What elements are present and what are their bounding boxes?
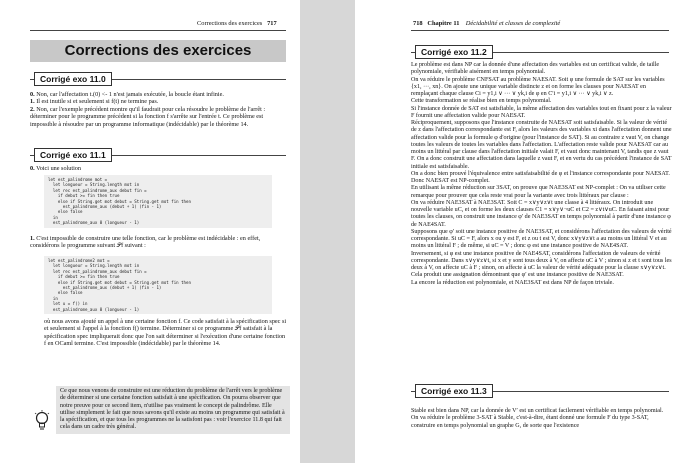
left-header-page: 717	[267, 20, 277, 27]
code-line: let longueur = String.length mot in	[48, 182, 140, 188]
code-line: let u = f() in	[48, 301, 88, 307]
code-line: in	[48, 214, 58, 220]
code-line: else if String.get mot debut = String.get mot fin then	[48, 279, 191, 285]
paragraph: Stable est bien dans NP, car la donnée de V′ est un certificat facilement vérifiable en temps polynomial.	[411, 408, 664, 414]
paragraph: Si l'instance donnée de SAT est satisfiable, la même affectation des variables tout en fixant pour z la valeur F fournit une affectation valide pour NAESAT.	[411, 105, 672, 119]
ex112-body	[411, 62, 673, 287]
code-line: let rec est_palindrome_aux debut fin =	[48, 187, 147, 193]
ex111-item1-text: C'est impossible de construire une telle fonction, car le problème est indécidable : en effet, considérons le programme suivant 𝒫f suivant :	[30, 235, 261, 250]
paragraph: Cette transformation se réalise bien en temps polynomial.	[411, 98, 552, 105]
code-line: est_palindrome_aux 0 (longueur - 1)	[48, 306, 140, 312]
code-line: in	[48, 295, 58, 301]
code-line: else if String.get mot debut = String.get mot fin then	[48, 198, 191, 204]
left-page	[0, 0, 300, 463]
list-item: 0. Non, car l'affectation t.(0) <- 1 n'est jamais exécutée, la boucle étant infinie.	[30, 91, 224, 98]
section-heading-11-0: Corrigé exo 11.0	[34, 72, 112, 86]
code-line: else false	[48, 290, 83, 296]
right-header-title: Décidabilité et classes de complexité	[465, 20, 561, 27]
code-line: est_palindrome_aux (debut + 1) (fin - 1)	[48, 285, 162, 291]
paragraph: Le problème est dans NP car la donnée d'une affectation des variables est un certificat valide, de taille polynomiale, vérifiable aisément en temps polynomial.	[411, 62, 660, 76]
list-item: 1. C'est impossible de construire une telle fonction, car le problème est indécidable : en effet, considérons le programme suivant 𝒫f suivant :	[30, 235, 261, 250]
paragraph: On va réduire le problème CNFSAT au problème NAESAT. Soit φ une formule de SAT sur les variables {x1, ···, xn}. On ajoute une unique variable distincte z et on forme les clauses pour NAESAT en remplaçant chaque clause Ci = y1,i ∨ ··· ∨ yk,i de φ en C′i = y1,i ∨ ··· ∨ yk,i ∨ z.	[411, 76, 665, 97]
paragraph: La encore la réduction est polynomiale, et NAE3SAT est dans NP de façon triviale.	[411, 279, 614, 286]
right-header-chapter: Chapitre 11	[427, 20, 460, 27]
code-line: est_palindrome_aux (debut + 1) (fin - 1)	[48, 204, 162, 210]
section-heading-11-1: Corrigé exo 11.1	[34, 148, 112, 162]
ex110-items	[30, 91, 288, 128]
code-line: let est_palindrome2 mot =	[48, 258, 110, 263]
code-line: if debut >= fin then true	[48, 274, 120, 280]
code-line: let rec est_palindrome_aux debut fin =	[48, 268, 147, 274]
code-line: let est_palindrome mot =	[48, 177, 108, 182]
right-header-page: 718	[413, 20, 423, 27]
code-line: else false	[48, 209, 83, 215]
paragraph: On va réduire le problème 3-SAT à Stable, c'est-à-dire, étant donné une formule F du type 3-SAT, construire en temps polynomial un graphe G, de sorte que l'existence	[411, 415, 649, 429]
ex111-after-code: où nous avons ajouté un appel à une certaine fonction f. Ce code satisfait à la spécification spec si et seulement si l'appel à la fonction f() termine. Déterminer si ce programme 𝒫f satisfait à la spécification spec impliquerait donc que l'on sait déterminer si l'exécution d'une certaine fonction f en OCaml termine. C'est impossible (indécidable) par le théorème 14.	[44, 318, 287, 348]
paragraph: On a donc bien prouvé l'équivalence entre satisfaisabilité de φ et l'instance correspondante pour NAESAT. Donc NAESAT est NP-complet.	[411, 170, 670, 184]
paragraph: Réciproquement, supposons que l'instance construite de NAESAT soit satisfaisable. Si la valeur de vérité de z dans l'affectation correspondante est F, alors les valeurs des variables xi dans l'affectation donnent une affectation valide pour la formule φ d'origine (pour l'instance de SAT). Si au contraire z vaut V, on change toutes les valeurs de toutes les variables dans l'affectation. L'affectation reste valide pour NAESAT car au moins un littéral par clause dans l'affectation initiale valait F, et vaut donc maintenant V, tandis que z vaut F. On a donc construit une affectation dans laquelle z vaut F, et en vertu du cas précédent l'instance de SAT initiale est satisfaisable.	[411, 120, 672, 170]
right-page	[355, 0, 700, 463]
header-rule	[411, 30, 669, 31]
list-item: 0. Voici une solution	[30, 165, 81, 172]
list-item: 2. Non, car l'exemple précédent montre qu'il faudrait pour cela résoudre le problème de l'arrêt : déterminer pour le programme précédent si la fonction f s'arrête sur l'entrée t. Ce problème est impossible à résoudre par un programme informatique (indécidable) par le théorème 14.	[30, 105, 266, 128]
main-title: Corrections des exercices	[30, 40, 286, 62]
code-line: if debut >= fin then true	[48, 193, 120, 199]
paragraph: En utilisant la même réduction sur 3SAT, on prouve que NAE3SAT est NP-complet : On va utiliser cette remarque pour prouver que cela reste vrai pour la variante avec trois littéraux par clause :	[411, 185, 666, 199]
code-line: let longueur = String.length mot in	[48, 263, 140, 269]
list-item: 1. Il est inutile si et seulement si f(t) ne termine pas.	[30, 98, 159, 106]
section-heading-11-2: Corrigé exo 11.2	[415, 45, 493, 59]
paragraph: On va réduire NAE3SAT à NAE3SAT. Soit C = x∨y∨z∨t une classe à 4 littéraux. On introduit une nouvelle variable uC, et on forme les deux clauses C1 = x∨y∨¬uC et C2 = z∨t∨uC. En faisant ainsi pour toutes les clauses, on construit une instance φ′ de NAE3SAT en temps polynomial à partir d'une instance φ de NAE4SAT.	[411, 199, 671, 228]
code-block-1	[44, 175, 272, 228]
ex113-body	[411, 408, 673, 430]
paragraph: Supposons que φ′ soit une instance positive de NAE3SAT, et considérons l'affectation des valeurs de vérité correspondante. Si uC = F, alors x ou y est F, et z ou t est V, donc x∨y∨z∨t a au moins un littéral V et au moins un littéral F ; de même, si uC = V ; donc φ est une instance positive de NAE4SAT.	[411, 228, 672, 250]
section-heading-11-3: Corrigé exo 11.3	[415, 384, 493, 398]
paragraph: Inversement, si φ est une instance positive de NAE4SAT, considérons l'affectation de valeurs de vérité correspondante. Dans x∨y∨z∨t, si x et y sont tous deux à V, on affecte uC à V ; sinon si z et t sont tous les deux à V, on affecte uC à F ; sinon, on affecte à uC la valeur de vérité adéquate pour la clause x∨y∨z∨t. Cela produit une assignation démontrant que φ′ est une instance positive de NAE3SAT.	[411, 250, 672, 279]
code-line: est_palindrome_aux 0 (longueur - 1)	[48, 220, 140, 226]
left-header	[197, 20, 277, 27]
remark-box: Ce que nous venons de construire est une réduction du problème de l'arrêt vers le problème de déterminer si une certaine fonction satisfait à une spécification. On pourra observer que notre preuve pour ce second item, n'utilise pas vraiment le concept de palindrôme. Elle utilise simplement le fait que nous savons qu'il existe au moins un programme qui satisfait à la spécification, et que tous les programmes ne la satisfont pas : voir l'exercice 11.8 qui fait cela dans un cadre très général.	[56, 386, 290, 434]
left-header-title: Corrections des exercices	[197, 20, 263, 27]
ex111-item0-text: Voici une solution	[36, 165, 81, 172]
code-block-2	[44, 256, 272, 314]
right-header	[413, 20, 560, 27]
lightbulb-icon	[34, 410, 50, 432]
header-rule	[30, 30, 286, 31]
